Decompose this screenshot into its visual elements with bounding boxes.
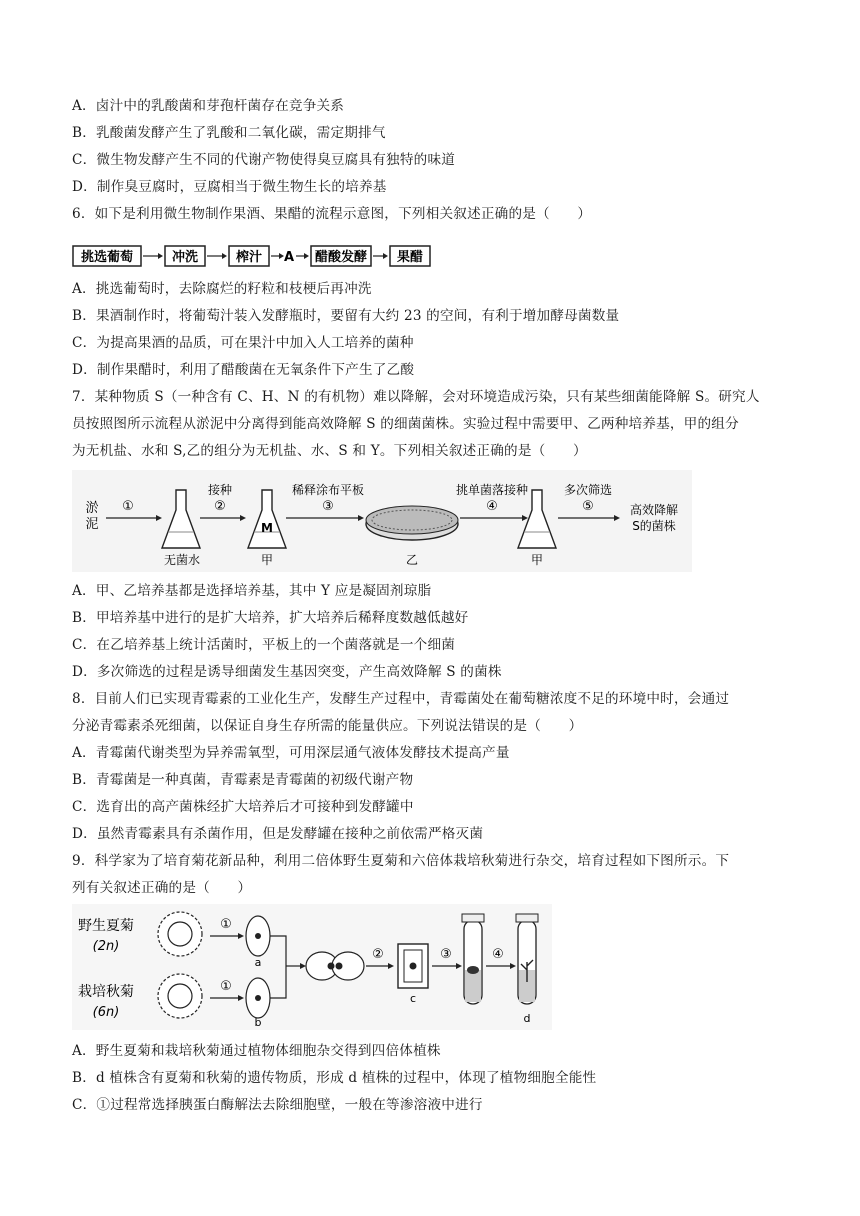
q7-step-1: ① — [122, 499, 134, 514]
q5-option-d: D．制作臭豆腐时，豆腐相当于微生物生长的培养基 — [72, 179, 387, 195]
plant1-label: 野生夏菊 — [78, 918, 134, 934]
flow-label-3: 榨汁 — [235, 250, 263, 265]
q7-step-5: ⑤ — [582, 499, 594, 514]
plant1-ploidy: (2n) — [92, 939, 120, 954]
flower-autumn-icon — [158, 974, 202, 1018]
test-tube-callus — [462, 914, 484, 1004]
cell-c-label: c — [409, 992, 417, 1005]
q7-step-inoculate: 接种 — [207, 483, 233, 497]
q6-option-d: D．制作果醋时，利用了醋酸菌在无氧条件下产生了乙酸 — [72, 362, 415, 378]
q8-option-b: B．青霉菌是一种真菌，青霉素是青霉菌的初级代谢产物 — [72, 772, 414, 788]
q9-stem-line-2: 列有关叙述正确的是（ ） — [72, 880, 252, 896]
hybrid-cell-c — [398, 944, 428, 988]
q7-isolation-diagram — [72, 470, 692, 572]
q9-option-c: C．①过程常选择胰蛋白酶解法去除细胞壁，一般在等渗溶液中进行 — [72, 1097, 483, 1113]
q8-option-c: C．选育出的高产菌株经扩大培养后才可接种到发酵罐中 — [72, 799, 414, 815]
source-label-2: 泥 — [85, 517, 99, 532]
q8-option-a: A．青霉菌代谢类型为异养需氧型，可用深层通气液体发酵技术提高产量 — [72, 745, 510, 761]
plant2-label: 栽培秋菊 — [78, 984, 134, 1000]
q7-step-spread: 稀释涂布平板 — [291, 483, 365, 497]
flow-label-5: 醋酸发酵 — [314, 250, 368, 265]
result-line-2: S的菌株 — [632, 519, 676, 533]
plant2-ploidy: (6n) — [92, 1005, 120, 1020]
q7-option-c: C．在乙培养基上统计活菌时，平板上的一个菌落就是一个细菌 — [72, 637, 456, 653]
protoplast-a — [246, 916, 270, 956]
q7-step-3: ③ — [322, 499, 334, 514]
q9-step-1b: ① — [220, 979, 232, 994]
q6-option-c: C．为提高果酒的品质，可在果汁中加入人工培养的菌种 — [72, 335, 414, 351]
flow-label-4: A — [283, 250, 295, 265]
label-jia-2: 甲 — [530, 553, 544, 567]
q6-flow-diagram — [72, 240, 432, 270]
q7-option-d: D．多次筛选的过程是诱导细菌发生基因突变，产生高效降解 S 的菌株 — [72, 664, 502, 680]
result-line-1: 高效降解 — [629, 503, 679, 517]
q9-step-1a: ① — [220, 917, 232, 932]
q7-option-a: A．甲、乙培养基都是选择培养基，其中 Y 应是凝固剂琼脂 — [72, 583, 432, 599]
flow-label-6: 果醋 — [396, 250, 424, 265]
q9-stem-line-1: 9．科学家为了培育菊花新品种，利用二倍体野生夏菊和六倍体栽培秋菊进行杂交，培育过程如下图所示。下 — [72, 853, 730, 869]
q7-step-pick: 挑单菌落接种 — [455, 483, 529, 497]
label-jia-1: 甲 — [260, 553, 274, 567]
q7-step-2: ② — [214, 499, 226, 514]
q6-option-a: A．挑选葡萄时，去除腐烂的籽粒和枝梗后再冲洗 — [72, 281, 372, 297]
q8-stem-line-2: 分泌青霉素杀死细菌，以保证自身生存所需的能量供应。下列说法错误的是（ ） — [72, 718, 583, 734]
q7-option-b: B．甲培养基中进行的是扩大培养，扩大培养后稀释度数越低越好 — [72, 610, 469, 626]
q7-stem-line-1: 7．某种物质 S（一种含有 C、H、N 的有机物）难以降解，会对环境造成污染，只有某些细菌能降解 S。研究人 — [72, 389, 760, 405]
q8-stem-line-1: 8．目前人们已实现青霉素的工业化生产，发酵生产过程中，青霉菌处在葡萄糖浓度不足的环境中时，会通过 — [72, 691, 730, 707]
q9-option-a: A．野生夏菊和栽培秋菊通过植物体细胞杂交得到四倍体植株 — [72, 1043, 441, 1059]
test-tube-plantlet — [516, 914, 538, 1004]
flow-label-1: 挑选葡萄 — [80, 250, 134, 265]
q9-step-3: ③ — [440, 947, 452, 962]
q5-option-a: A．卤汁中的乳酸菌和芽孢杆菌存在竞争关系 — [72, 98, 345, 114]
cell-b-label: b — [254, 1016, 262, 1029]
petri-dish-yi — [366, 506, 458, 540]
q9-step-2: ② — [372, 947, 384, 962]
q8-option-d: D．虽然青霉素具有杀菌作用，但是发酵罐在接种之前依需严格灭菌 — [72, 826, 484, 842]
q7-step-screen: 多次筛选 — [563, 483, 613, 497]
q6-option-b: B．果酒制作时，将葡萄汁装入发酵瓶时，要留有大约 23 的空间，有利于增加酵母菌数量 — [72, 308, 620, 324]
cell-a-label: a — [254, 956, 262, 969]
q9-step-4: ④ — [492, 947, 504, 962]
q7-step-4: ④ — [486, 499, 498, 514]
q7-stem-line-3: 为无机盐、水和 S,乙的组分为无机盐、水、S 和 Y。下列相关叙述正确的是（ ） — [72, 443, 587, 459]
q5-option-c: C．微生物发酵产生不同的代谢产物使得臭豆腐具有独特的味道 — [72, 152, 456, 168]
source-label-1: 淤 — [85, 501, 99, 516]
label-sterile-water: 无菌水 — [163, 553, 201, 567]
q7-stem-line-2: 员按照图所示流程从淤泥中分离得到能高效降解 S 的细菌菌株。实验过程中需要甲、乙两种培养基，甲的组分 — [72, 416, 739, 432]
q9-fusion-diagram — [72, 904, 552, 1030]
flow-label-2: 冲洗 — [171, 250, 199, 265]
q9-option-b: B．d 植株含有夏菊和秋菊的遗传物质，形成 d 植株的过程中，体现了植物细胞全能性 — [72, 1070, 597, 1086]
flask-label-m: M — [261, 521, 273, 535]
flower-summer-icon — [158, 912, 202, 956]
protoplast-b — [246, 978, 270, 1018]
q5-option-b: B．乳酸菌发酵产生了乳酸和二氧化碳，需定期排气 — [72, 125, 386, 141]
q6-stem: 6．如下是利用微生物制作果酒、果醋的流程示意图，下列相关叙述正确的是（ ） — [72, 206, 592, 222]
label-yi: 乙 — [405, 553, 419, 567]
cell-d-label: d — [523, 1012, 531, 1025]
